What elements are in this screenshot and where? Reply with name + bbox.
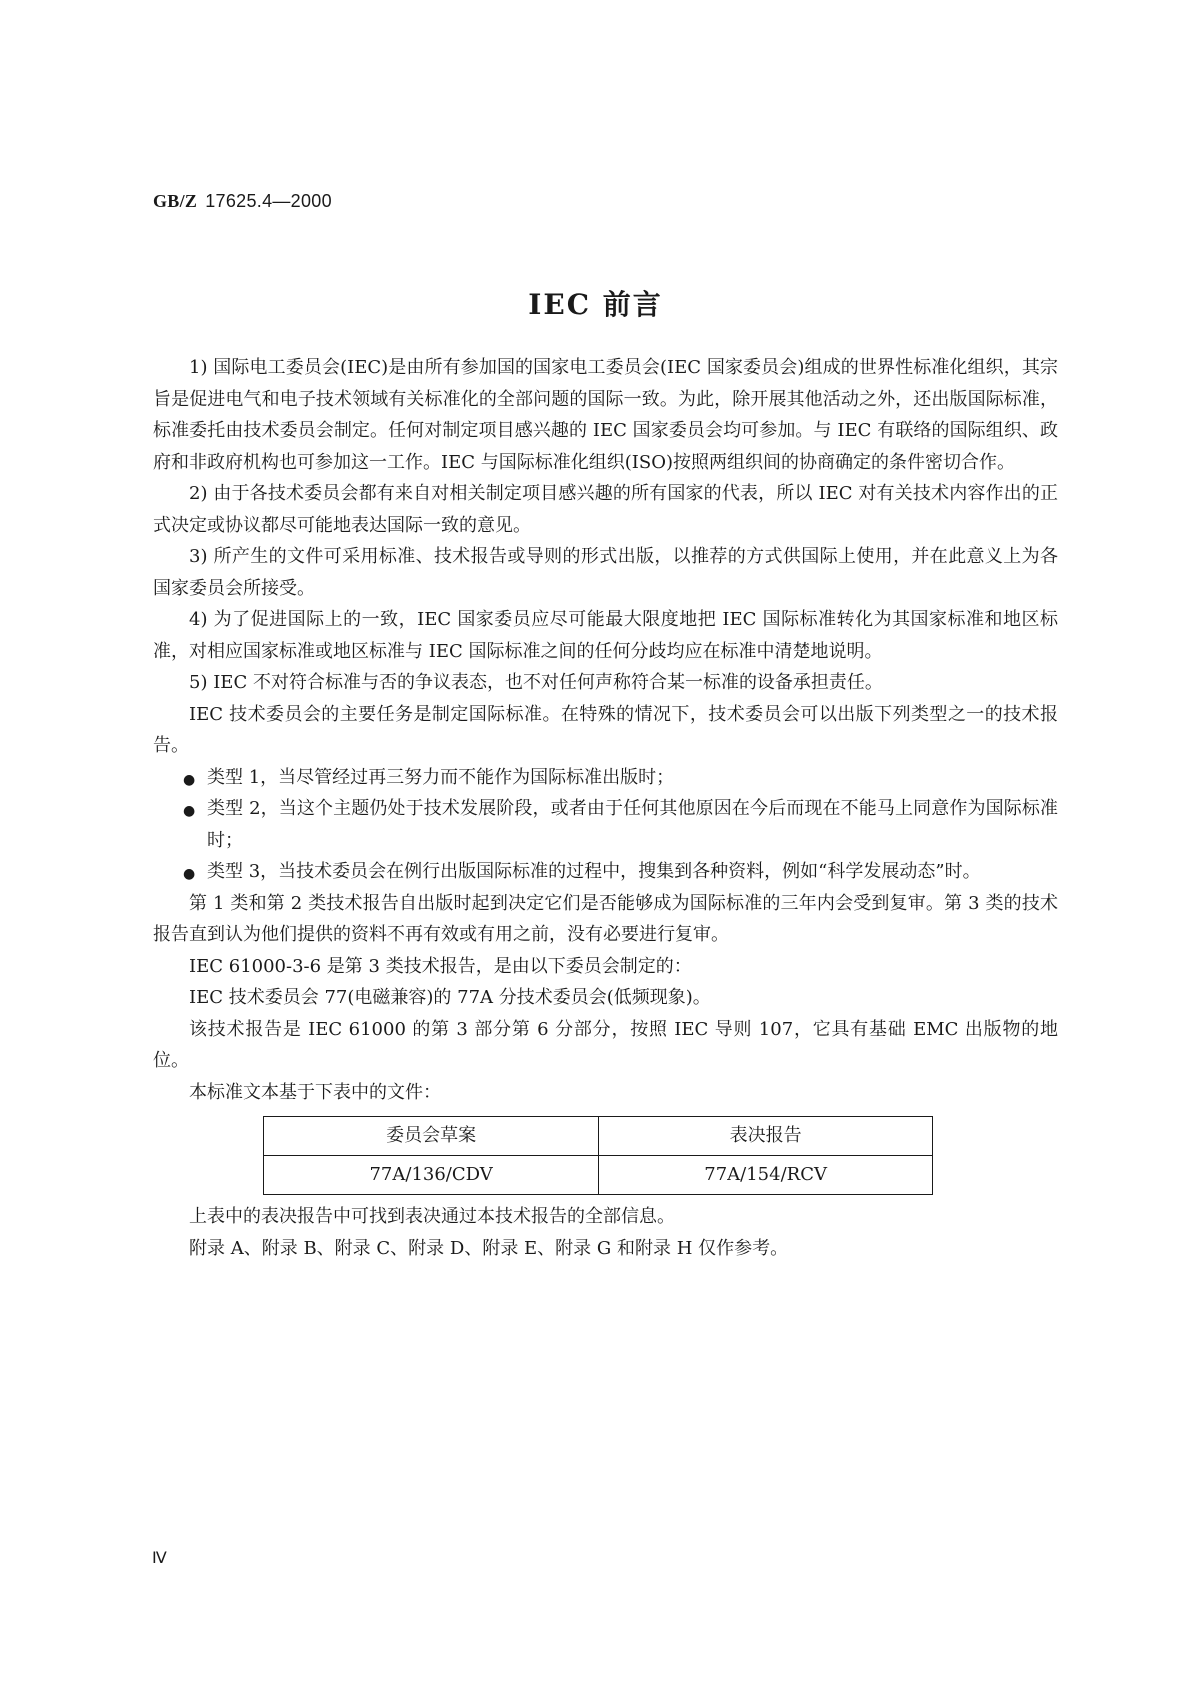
report-type-list: [153, 762, 1058, 888]
body-content: [153, 352, 1058, 1264]
bullet-dot-icon: ●: [183, 803, 196, 819]
bullet-dot-icon: ●: [183, 771, 196, 788]
paragraph-5: 5) IEC 不对符合标准与否的争议表态，也不对任何声称符合某一标准的设备承担责任。: [189, 672, 883, 693]
list-item-text: 类型 1，当尽管经过再三努力而不能作为国际标准出版时；: [207, 766, 675, 788]
page-title: IEC 前言: [528, 288, 663, 321]
table-cell: 77A/154/RCV: [599, 1156, 933, 1195]
paragraph-table-intro: 本标准文本基于下表中的文件：: [189, 1081, 441, 1103]
bullet-dot-icon: ●: [183, 866, 196, 882]
document-code: [153, 191, 332, 212]
paragraph-3: 3) 所产生的文件可采用标准、技术报告或导则的形式出版，以推荐的方式供国际上使用，并在此意义上为各国家委员会所接受。: [153, 546, 1058, 599]
page-number: Ⅳ: [152, 1550, 167, 1567]
paragraph-tc-task: IEC 技术委员会的主要任务是制定国际标准。在特殊的情况下，技术委员会可以出版下列类型之一的技术报告。: [153, 703, 1058, 756]
paragraph-iec61000: IEC 61000-3-6 是第 3 类技术报告，是由以下委员会制定的：: [189, 955, 692, 977]
list-item-text: 类型 3，当技术委员会在例行出版国际标准的过程中，搜集到各种资料，例如“科学发展动态”时。: [207, 861, 981, 882]
list-item: [153, 856, 1058, 888]
paragraph-2: 2) 由于各技术委员会都有来自对相关制定项目感兴趣的所有国家的代表，所以 IEC 对有关技术内容作出的正式决定或协议都尽可能地表达国际一致的意见。: [153, 483, 1058, 536]
document-table-wrapper: [153, 1116, 1058, 1195]
paragraph-review: 第 1 类和第 2 类技术报告自出版时起到决定它们是否能够成为国际标准的三年内会受到复审。第 3 类的技术报告直到认为他们提供的资料不再有效或有用之前，没有必要进行复审。: [153, 892, 1058, 945]
paragraph-vote-info: 上表中的表决报告中可找到表决通过本技术报告的全部信息。: [189, 1206, 675, 1227]
paragraph-annex-note: 附录 A、附录 B、附录 C、附录 D、附录 E、附录 G 和附录 H 仅作参考。: [189, 1237, 789, 1259]
list-item: [153, 793, 1058, 856]
paragraph-status: 该技术报告是 IEC 61000 的第 3 部分第 6 分部分，按照 IEC 导则 107，它具有基础 EMC 出版物的地位。: [153, 1018, 1058, 1071]
document-code-number: 17625.4—2000: [205, 191, 332, 211]
table-header-cell: 委员会草案: [264, 1117, 599, 1156]
table-header-row: [264, 1117, 933, 1156]
paragraph-4: 4) 为了促进国际上的一致，IEC 国家委员应尽可能最大限度地把 IEC 国际标准转化为其国家标准和地区标准，对相应国家标准或地区标准与 IEC 国际标准之间的任何分歧均应在标准中清楚地说明。: [153, 609, 1058, 662]
table-row: [264, 1156, 933, 1195]
document-code-prefix: GB/Z: [153, 191, 198, 211]
list-item: [153, 762, 1058, 794]
table-header-cell: 表决报告: [599, 1117, 933, 1156]
table-cell: 77A/136/CDV: [264, 1156, 599, 1195]
paragraph-committee: IEC 技术委员会 77(电磁兼容)的 77A 分技术委员会(低频现象)。: [189, 987, 711, 1008]
paragraph-1: 1) 国际电工委员会(IEC)是由所有参加国的国家电工委员会(IEC 国家委员会)组成的世界性标准化组织，其宗旨是促进电气和电子技术领域有关标准化的全部问题的国际一致。为此，除开展其他活动之外，还出版国际标准，标准委托由技术委员会制定。任何对制定项目感兴趣的 IEC 国家委员会均可参加。与 IEC 有联络的国际组织、政府和非政府机构也可参加这一工作。IEC 与国际标准化组织(ISO)按照两组织间的协商确定的条件密切合作。: [153, 357, 1058, 473]
document-table: [263, 1116, 933, 1195]
list-item-text: 类型 2，当这个主题仍处于技术发展阶段，或者由于任何其他原因在今后而现在不能马上同意作为国际标准时；: [207, 798, 1058, 851]
